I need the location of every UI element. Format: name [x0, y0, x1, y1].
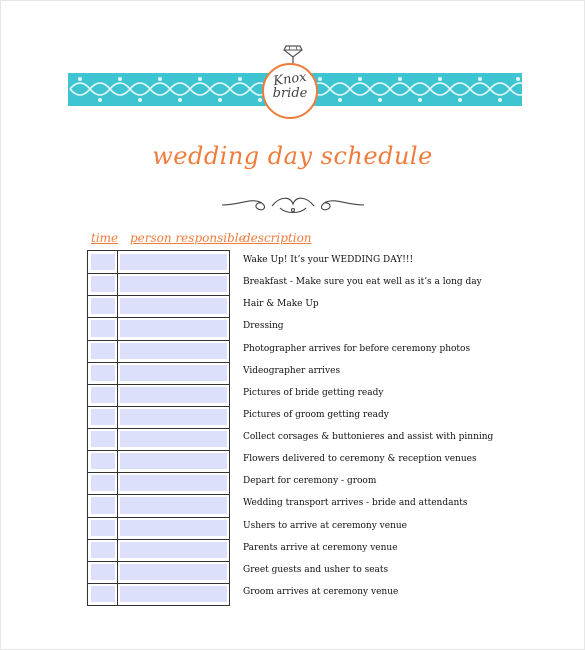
time-cell[interactable]: [91, 276, 115, 292]
row-divider: [88, 539, 229, 540]
logo-line-1: Knox: [272, 69, 308, 90]
row-divider: [88, 494, 229, 495]
time-cell[interactable]: [91, 320, 115, 336]
person-responsible-cell[interactable]: [120, 564, 227, 580]
person-responsible-cell[interactable]: [120, 586, 227, 602]
time-cell[interactable]: [91, 254, 115, 270]
time-cell[interactable]: [91, 431, 115, 447]
time-cell[interactable]: [91, 387, 115, 403]
time-cell[interactable]: [91, 365, 115, 381]
time-cell[interactable]: [91, 453, 115, 469]
person-responsible-cell[interactable]: [120, 431, 227, 447]
header-description: description: [243, 231, 312, 245]
row-divider: [88, 362, 229, 363]
time-cell[interactable]: [91, 475, 115, 491]
time-cell[interactable]: [91, 409, 115, 425]
row-divider: [88, 450, 229, 451]
time-cell[interactable]: [91, 298, 115, 314]
logo: [262, 69, 318, 102]
schedule-item-description: Parents arrive at ceremony venue: [243, 542, 398, 553]
schedule-item-description: Breakfast - Make sure you eat well as it’s a long day: [243, 277, 482, 288]
schedule-item-description: Wake Up! It’s your WEDDING DAY!!!: [243, 255, 414, 266]
row-divider: [88, 384, 229, 385]
person-responsible-cell[interactable]: [120, 497, 227, 513]
person-responsible-cell[interactable]: [120, 520, 227, 536]
person-responsible-cell[interactable]: [120, 387, 227, 403]
row-divider: [88, 428, 229, 429]
row-divider: [88, 472, 229, 473]
schedule-item-description: Photographer arrives for before ceremony photos: [243, 343, 471, 354]
row-divider: [88, 406, 229, 407]
person-responsible-cell[interactable]: [120, 320, 227, 336]
person-responsible-cell[interactable]: [120, 409, 227, 425]
person-responsible-cell[interactable]: [120, 254, 227, 270]
time-cell[interactable]: [91, 586, 115, 602]
schedule-item-description: Wedding transport arrives - bride and attendants: [243, 498, 468, 509]
schedule-grid: [87, 250, 230, 606]
person-responsible-cell[interactable]: [120, 453, 227, 469]
row-divider: [88, 317, 229, 318]
header-person-responsible: person responsible: [130, 231, 246, 245]
person-responsible-cell[interactable]: [120, 276, 227, 292]
person-responsible-cell[interactable]: [120, 298, 227, 314]
time-cell[interactable]: [91, 520, 115, 536]
schedule-item-description: Hair & Make Up: [243, 299, 319, 310]
schedule-item-description: Dressing: [243, 321, 284, 332]
schedule-item-description: Pictures of groom getting ready: [243, 409, 389, 420]
row-divider: [88, 340, 229, 341]
diamond-ring-icon: [283, 43, 303, 65]
schedule-item-description: Groom arrives at ceremony venue: [243, 586, 399, 597]
schedule-item-description: Flowers delivered to ceremony & reception venues: [243, 454, 477, 465]
schedule-item-description: Ushers to arrive at ceremony venue: [243, 520, 407, 531]
person-responsible-cell[interactable]: [120, 475, 227, 491]
schedule-item-description: Depart for ceremony - groom: [243, 476, 377, 487]
row-divider: [88, 561, 229, 562]
row-divider: [88, 517, 229, 518]
schedule-item-description: Collect corsages & buttonieres and assist with pinning: [243, 432, 494, 443]
flourish-divider: [220, 194, 366, 216]
time-cell[interactable]: [91, 564, 115, 580]
time-cell[interactable]: [91, 343, 115, 359]
schedule-item-description: Videographer arrives: [243, 365, 341, 376]
row-divider: [88, 583, 229, 584]
header-time: time: [91, 231, 119, 245]
person-responsible-cell[interactable]: [120, 365, 227, 381]
row-divider: [88, 273, 229, 274]
row-divider: [88, 295, 229, 296]
schedule-item-description: Pictures of bride getting ready: [243, 387, 384, 398]
time-cell[interactable]: [91, 497, 115, 513]
logo-line-2: bride: [272, 86, 308, 101]
person-responsible-cell[interactable]: [120, 343, 227, 359]
time-cell[interactable]: [91, 542, 115, 558]
person-responsible-cell[interactable]: [120, 542, 227, 558]
schedule-item-description: Greet guests and usher to seats: [243, 564, 389, 575]
page-title: wedding day schedule: [152, 142, 433, 170]
